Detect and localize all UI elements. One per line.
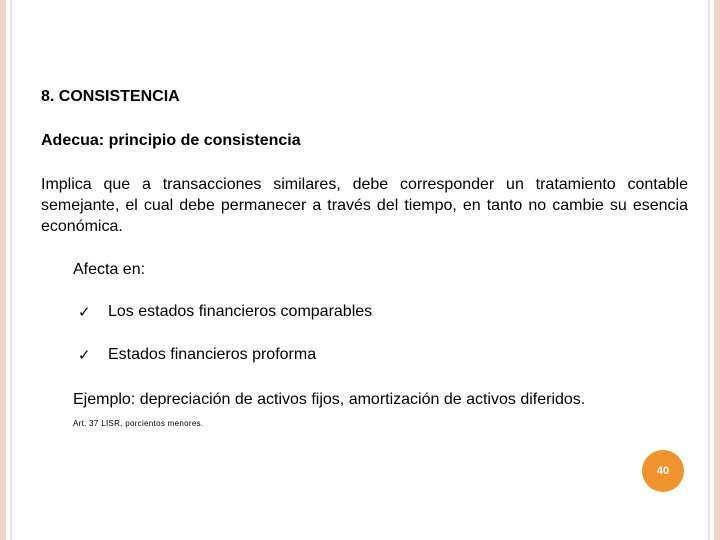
affects-label: Afecta en: <box>73 261 146 278</box>
check-list-item <box>78 346 316 364</box>
slide-subheading: Adecua: principio de consistencia <box>41 132 301 149</box>
checkmark-icon: ✓ <box>78 304 91 321</box>
example-text: Ejemplo: depreciación de activos fijos, amortización de activos diferidos. <box>73 391 586 408</box>
page-number: 40 <box>656 465 670 477</box>
check-item-label: Los estados financieros comparables <box>108 303 373 320</box>
definition-paragraph: Implica que a transacciones similares, debe corresponder un tratamiento contable semejante, el cual debe permanecer a través del tiempo, en tanto no cambie su esencia económica. <box>41 176 688 235</box>
slide-heading: 8. CONSISTENCIA <box>41 88 180 105</box>
left-border-thin-stripe <box>10 0 12 540</box>
law-reference-note: Art. 37 LISR, porcientos menores. <box>73 419 204 428</box>
left-border-stripe <box>0 0 6 540</box>
checkmark-icon: ✓ <box>78 347 91 364</box>
check-list-item <box>78 303 372 321</box>
page-number-badge <box>642 450 684 492</box>
check-item-label: Estados financieros proforma <box>108 346 317 363</box>
right-border-thin-stripe <box>708 0 710 540</box>
right-border-stripe <box>714 0 720 540</box>
